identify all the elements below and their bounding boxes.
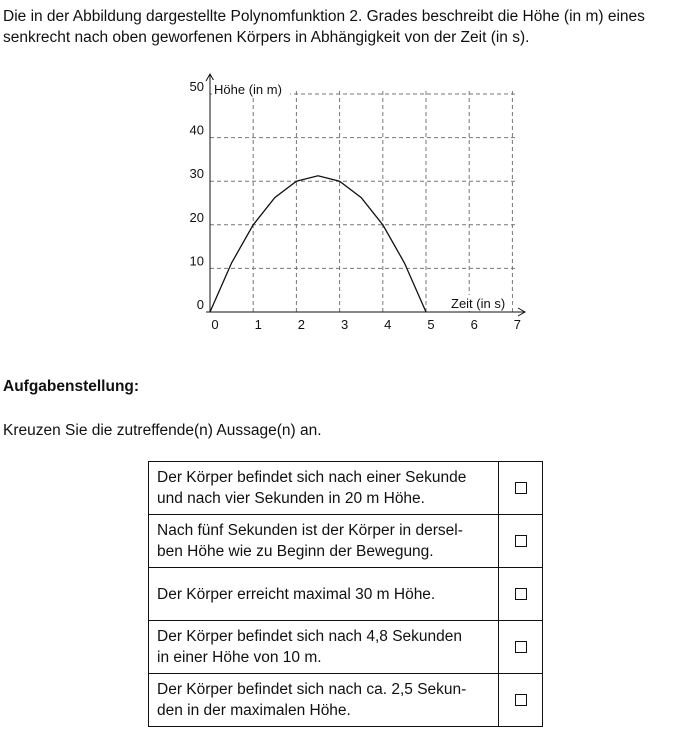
statement-line-2: ben Höhe wie zu Beginn der Bewegung. [157, 543, 434, 560]
statement-text [149, 568, 499, 621]
statement-checkbox[interactable] [515, 641, 527, 653]
statement-line-1: Der Körper erreicht maximal 30 m Höhe. [157, 585, 436, 603]
chart-tick-labels [190, 79, 521, 332]
statement-text [149, 515, 499, 568]
statement-row [149, 462, 543, 515]
statement-line-1: Der Körper befindet sich nach einer Sekunde [157, 469, 467, 486]
y-tick-label: 30 [189, 166, 204, 182]
statement-checkbox[interactable] [515, 535, 527, 547]
x-tick-label: 0 [211, 317, 219, 332]
series-line [210, 176, 426, 312]
statement-row [149, 515, 543, 568]
checkbox-cell [499, 568, 543, 621]
statement-checkbox[interactable] [515, 588, 527, 600]
chart-axes [206, 74, 525, 316]
statement-text [149, 621, 499, 674]
checkbox-cell [499, 621, 543, 674]
statement-line-1: Der Körper befindet sich nach 4,8 Sekunden [157, 628, 463, 645]
y-axis-label: Höhe (in m) [214, 82, 282, 97]
x-tick-label: 4 [384, 317, 392, 332]
y-tick-label: 10 [189, 253, 204, 269]
y-tick-label: 40 [189, 122, 204, 138]
y-tick-label: 20 [189, 209, 204, 225]
statement-text [149, 674, 499, 727]
statements-table [148, 461, 543, 727]
x-tick-label: 5 [427, 317, 435, 332]
statement-row [149, 568, 543, 621]
height-time-chart [170, 68, 540, 343]
intro-line-1: Die in der Abbildung dargestellte Polynomfunktion 2. Grades beschreibt die Höhe (in m) eines [3, 8, 645, 25]
checkbox-cell [499, 515, 543, 568]
statement-checkbox[interactable] [515, 694, 527, 706]
checkbox-cell [499, 674, 543, 727]
statement-text [149, 462, 499, 515]
y-tick-label: 50 [189, 79, 204, 94]
section-heading: Aufgabenstellung: [3, 378, 140, 395]
statement-line-2: in einer Höhe von 10 m. [157, 649, 322, 666]
statement-line-1: Der Körper befindet sich nach ca. 2,5 Sekun- [157, 681, 467, 698]
x-tick-label: 1 [254, 317, 262, 332]
checkbox-cell [499, 462, 543, 515]
x-tick-label: 6 [470, 317, 478, 332]
x-tick-label: 7 [513, 317, 522, 332]
y-tick-label: 0 [196, 297, 204, 312]
statement-row [149, 621, 543, 674]
statement-line-2: den in der maximalen Höhe. [157, 702, 351, 719]
statement-row [149, 674, 543, 727]
x-tick-label: 3 [340, 317, 349, 332]
x-axis-label: Zeit (in s) [451, 296, 506, 311]
x-tick-label: 2 [297, 317, 306, 332]
statement-line-1: Nach fünf Sekunden ist der Körper in dersel- [157, 522, 463, 539]
statement-line-2: und nach vier Sekunden in 20 m Höhe. [157, 490, 425, 507]
intro-line-2: senkrecht nach oben geworfenen Körpers in Abhängigkeit von der Zeit (in s). [3, 29, 530, 46]
instruction-text: Kreuzen Sie die zutreffende(n) Aussage(n) an. [3, 422, 322, 439]
intro-text [3, 6, 675, 48]
statement-checkbox[interactable] [515, 482, 527, 494]
